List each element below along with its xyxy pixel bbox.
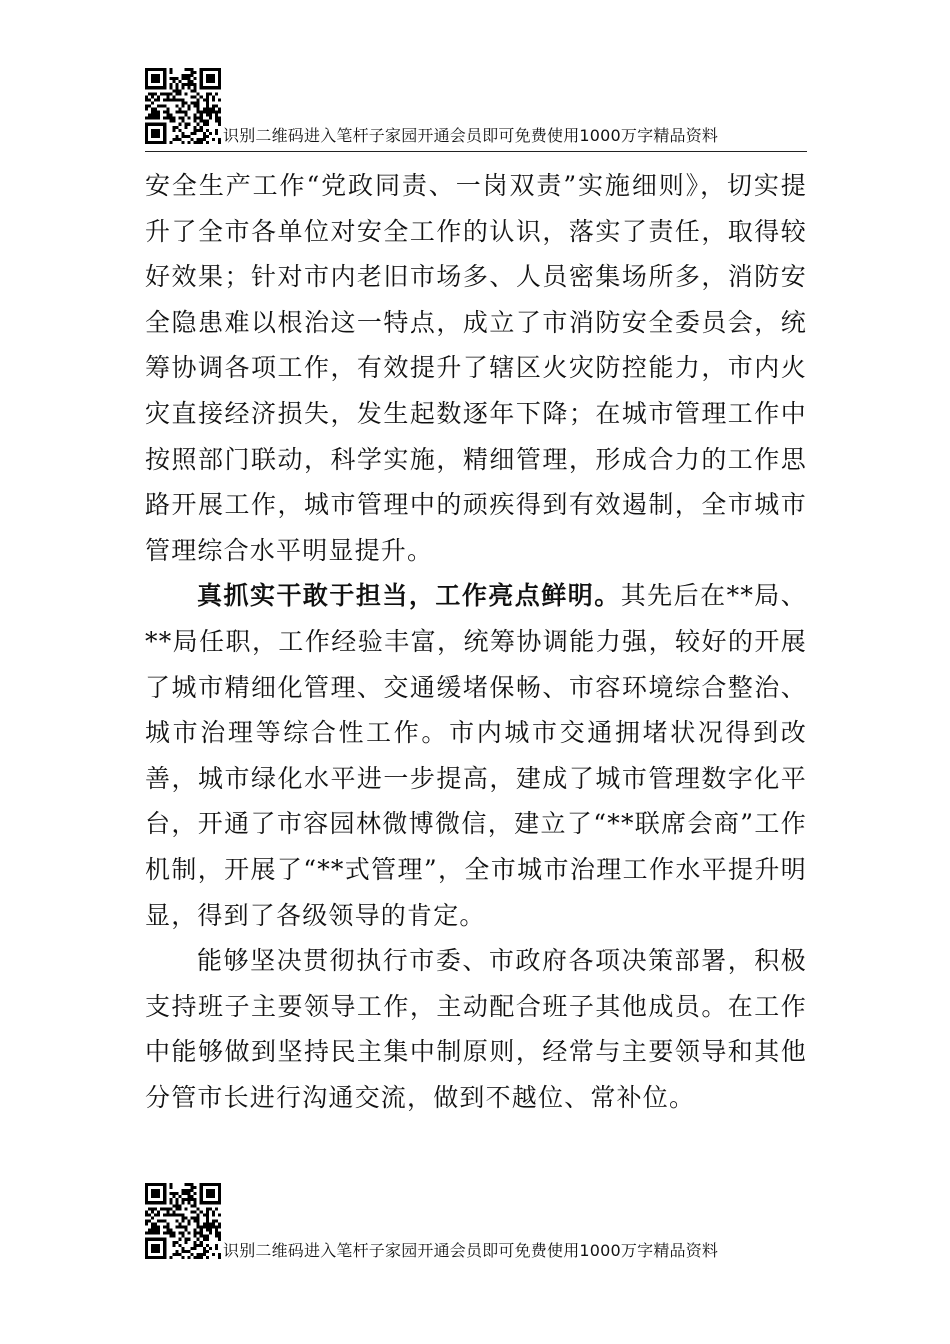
qr-code-icon[interactable]: [145, 1183, 221, 1259]
document-body: [145, 163, 807, 1120]
footer-banner-text: 识别二维码进入笔杆子家园开通会员即可免费使用1000万字精品资料: [223, 1241, 719, 1260]
paragraph-2-text: 其先后在**局、**局任职，工作经验丰富，统筹协调能力强，较好的开展了城市精细化管理、交通缓堵保畅、市容环境综合整治、城市治理等综合性工作。市内城市交通拥堵状况得到改善，城市绿化水平进一步提高，建成了城市管理数字化平台，开通了市容园林微博微信，建立了“**联席会商”工作机制，开展了“**式管理”，全市城市治理工作水平提升明显，得到了各级领导的肯定。: [145, 581, 807, 930]
qr-code-icon[interactable]: [145, 68, 221, 144]
paragraph-2: [145, 573, 807, 938]
paragraph-1: 安全生产工作“党政同责、一岗双责”实施细则》，切实提升了全市各单位对安全工作的认识，落实了责任，取得较好效果；针对市内老旧市场多、人员密集场所多，消防安全隐患难以根治这一特点，成立了市消防安全委员会，统筹协调各项工作，有效提升了辖区火灾防控能力，市内火灾直接经济损失，发生起数逐年下降；在城市管理工作中按照部门联动，科学实施，精细管理，形成合力的工作思路开展工作，城市管理中的顽疾得到有效遏制，全市城市管理综合水平明显提升。: [145, 171, 807, 565]
page-header: [145, 68, 807, 148]
paragraph-3: 能够坚决贯彻执行市委、市政府各项决策部署，积极支持班子主要领导工作，主动配合班子其他成员。在工作中能够做到坚持民主集中制原则，经常与主要领导和其他分管市长进行沟通交流，做到不越位、常补位。: [145, 946, 807, 1112]
header-divider: [145, 151, 807, 152]
page-footer: [145, 1183, 807, 1263]
paragraph-2-heading: 真抓实干敢于担当，工作亮点鲜明。: [197, 581, 621, 611]
header-banner-text: 识别二维码进入笔杆子家园开通会员即可免费使用1000万字精品资料: [223, 126, 719, 145]
